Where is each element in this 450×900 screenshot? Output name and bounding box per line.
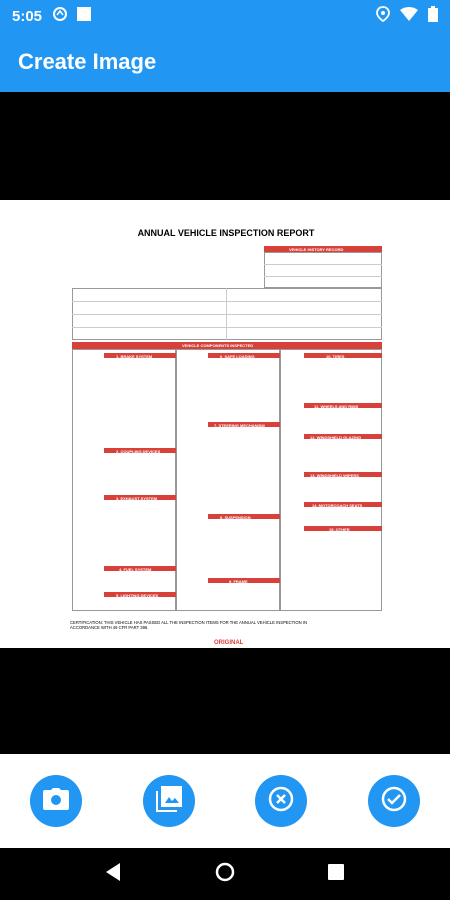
- components-header-text: VEHICLE COMPONENTS INSPECTED: [182, 343, 254, 348]
- gallery-icon: [156, 786, 182, 817]
- app-bar: [0, 32, 450, 92]
- sync-icon: [52, 6, 68, 27]
- camera-button[interactable]: [30, 775, 82, 827]
- column-3: [280, 349, 382, 611]
- location-icon: [376, 6, 390, 27]
- cancel-button[interactable]: [255, 775, 307, 827]
- bottom-action-bar: [0, 754, 450, 848]
- certification-text: CERTIFICATION: THIS VEHICLE HAS PASSED ALL THE INSPECTION ITEMS FOR THE ANNUAL VEHICLE INSPECTION IN ACCORDANCE WITH 49 CFR PART 396.: [70, 620, 308, 630]
- notification-icon: [76, 6, 92, 27]
- system-nav-bar: [0, 848, 450, 900]
- image-preview-area: [0, 92, 450, 754]
- status-time: 5:05: [12, 7, 43, 25]
- document-image: [0, 200, 450, 648]
- camera-icon: [43, 788, 69, 815]
- wifi-icon: [400, 7, 418, 26]
- battery-icon: [428, 6, 438, 27]
- document-title: ANNUAL VEHICLE INSPECTION REPORT: [137, 228, 315, 238]
- status-bar: [0, 0, 450, 32]
- close-icon: [268, 786, 294, 817]
- column-1: [72, 349, 176, 611]
- gallery-button[interactable]: [143, 775, 195, 827]
- history-header-text: VEHICLE HISTORY RECORD: [289, 246, 344, 252]
- column-2: [176, 349, 280, 611]
- home-icon[interactable]: [215, 862, 235, 887]
- page-title: Create Image: [18, 49, 157, 74]
- inspection-report: ANNUAL VEHICLE INSPECTION REPORT VEHICLE HISTORY RECORD VEHICLE COMPONENTS INSPECTED 1. BRAKE SYSTEM 2. COUPLING DEVICES 3. EXHAUST SYSTEM 4. FUEL SYSTEM 5. LIGHTING DEVICES 6. SAFE LOADING 7. STEERING MECHANISM 8. SUSPENSION 9. FRAME 10. TIRES 11. WHEELS AND RIMS 12. WINDSHIELD GLAZING 13. WINDSHIELD WIPERS 14. MOTORCOACH SEATS 15. OTHER CERTIFICATION: THIS VEHICLE HAS PASSED ALL THE INSPECTION ITEMS FOR THE ANNUAL VEHICLE INSPECTION IN ACCORDANCE WITH 49 CFR PART 396. ORIGINAL: [64, 208, 388, 648]
- recents-icon[interactable]: [328, 864, 344, 885]
- back-icon[interactable]: [106, 863, 122, 886]
- original-label: ORIGINAL: [214, 640, 244, 646]
- history-box: [264, 252, 382, 288]
- confirm-button[interactable]: [368, 775, 420, 827]
- check-icon: [381, 786, 407, 817]
